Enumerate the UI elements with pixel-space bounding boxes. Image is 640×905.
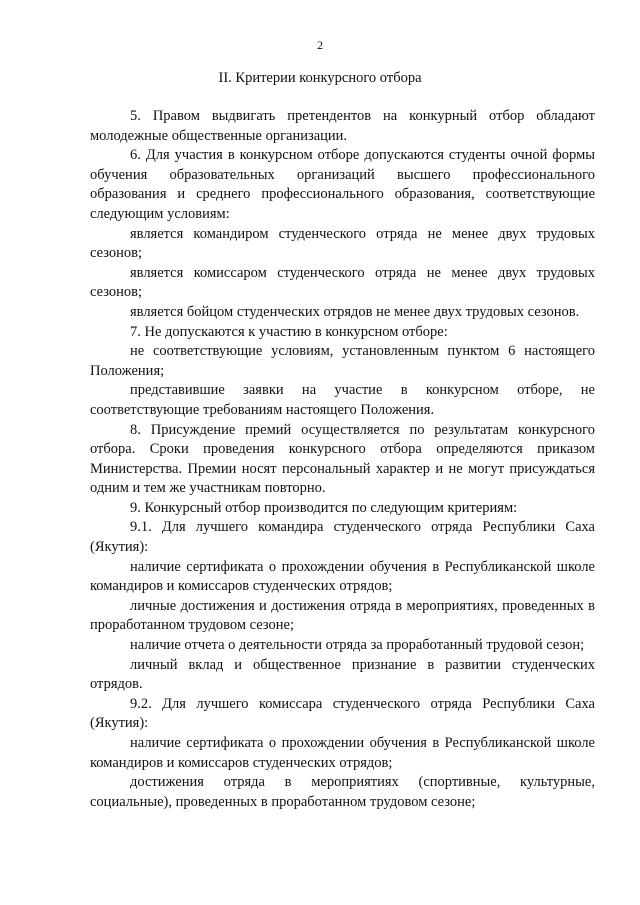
paragraph-9: 9. Конкурсный отбор производится по следующим критериям: <box>130 499 518 516</box>
condition-commissar: является комиссаром студенческого отряда не менее двух трудовых сезонов; <box>90 264 595 301</box>
section-heading: II. Критерии конкурсного отбора <box>218 70 422 86</box>
criterion-commander-certificate: наличие сертификата о прохождении обучения в Республиканской школе командиров и комиссаров студенческих отрядов; <box>90 558 595 595</box>
exclusion-invalid-application: представившие заявки на участие в конкурсном отборе, не соответствующие требованиям настоящего Положения. <box>90 382 595 418</box>
criterion-commissar-certificate: наличие сертификата о прохождении обучения в Республиканской школе командиров и комиссаров студенческих отрядов; <box>90 735 595 771</box>
paragraph-8: 8. Присуждение премий осуществляется по результатам конкурсного отбора. Сроки проведения конкурсного отбора определяются приказом Министерства. Премии носят персональный характер и не могут присуждаться одним и тем же участникам повторно. <box>90 421 595 497</box>
paragraph-7: 7. Не допускаются к участию в конкурсном отборе: <box>130 323 448 340</box>
paragraph-5: 5. Правом выдвигать претендентов на конкурный отбор обладают молодежные общественные организации. <box>90 108 595 144</box>
page-number: 2 <box>317 38 323 52</box>
paragraph-9-2: 9.2. Для лучшего комиссара студенческого отряда Республики Саха (Якутия): <box>90 695 595 732</box>
criterion-commander-report: наличие отчета о деятельности отряда за проработанный трудовой сезон; <box>130 637 585 654</box>
document-body <box>90 107 595 812</box>
criterion-commander-contribution: личный вклад и общественное признание в развитии студенческих отрядов. <box>90 656 595 693</box>
paragraph-9-1: 9.1. Для лучшего командира студенческого отряда Республики Саха (Якутия): <box>90 519 595 556</box>
paragraph-6: 6. Для участия в конкурсном отборе допускаются студенты очной формы обучения образовательных организаций высшего профессионального образования и среднего профессионального образования, соответствующие следующим условиям: <box>90 147 595 222</box>
condition-commander: является командиром студенческого отряда не менее двух трудовых сезонов; <box>90 225 595 262</box>
condition-fighter: является бойцом студенческих отрядов не менее двух трудовых сезонов. <box>130 303 580 320</box>
exclusion-nonconforming: не соответствующие условиям, установленным пунктом 6 настоящего Положения; <box>90 343 595 379</box>
criterion-commander-achievements: личные достижения и достижения отряда в мероприятиях, проведенных в проработанном трудовом сезоне; <box>90 597 595 634</box>
criterion-commissar-achievements: достижения отряда в мероприятиях (спортивные, культурные, социальные), проведенных в проработанном трудовом сезоне; <box>90 774 595 810</box>
